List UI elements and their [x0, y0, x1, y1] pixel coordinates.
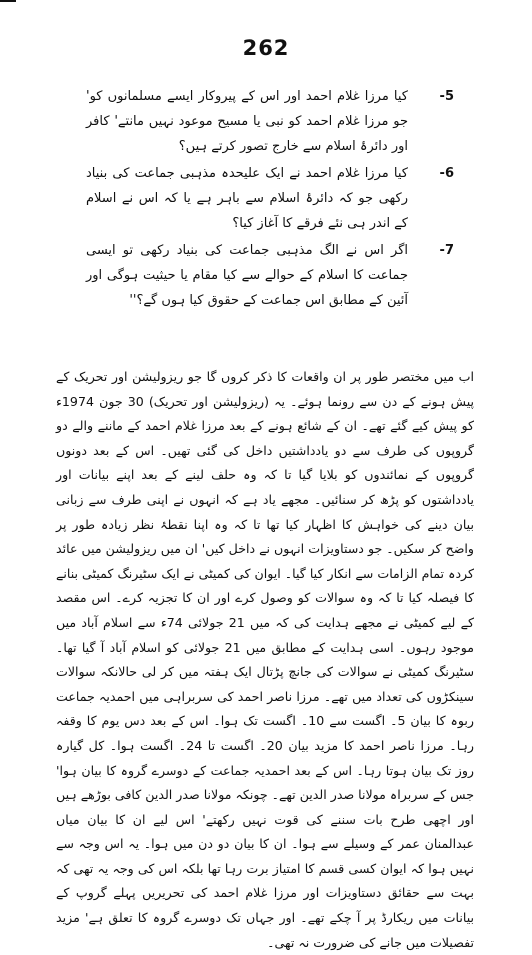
question-number: -7 [439, 243, 454, 258]
question-list [86, 84, 454, 315]
question-item [86, 161, 454, 236]
question-number: -6 [439, 166, 454, 181]
question-number: -5 [439, 89, 454, 104]
page-number: 262 [242, 36, 290, 60]
question-text: کیا مرزا غلام احمد نے ایک علیحدہ مذہبی جماعت کی بنیاد رکھی جو کہ دائرۂ اسلام سے باہر ہے یا کہ اس نے اسلام کے اندر ہی نئے فرقے کا آغاز کیا؟ [86, 166, 408, 231]
body-paragraph: اب میں مختصر طور پر ان واقعات کا ذکر کروں گا جو ریزولیشن اور تحریک کے پیش ہونے کے دن سے رونما ہوئے۔ یہ (ریزولیشن اور تحریک) 30 جون 1974ء کو پیش کیے گئے تھے۔ ان کے شائع ہونے کے بعد مرزا غلام احمد کے ماننے والے دو گروپوں کی طرف سے دو یادداشتیں داخل کی گئی تھیں۔ اس کے بعد دونوں گروپوں کے نمائندوں کو بلایا گیا تا کہ وہ حلف لینے کے بعد اپنے بیانات اور یادداشتوں کو پڑھ کر سنائیں۔ مجھے یاد ہے کہ انہوں نے اپنی طرف سے زبانی بیان دینے کی خواہش کا اظہار کیا تھا تا کہ وہ اپنا نقطۂ نظر زیادہ طور پر واضح کر سکیں۔ جو دستاویزات انہوں نے داخل کیں' ان میں ریزولیشن میں عائد کردہ تمام الزامات سے انکار کیا گیا۔ ایوان کی کمیٹی نے ایک سٹیرنگ کمیٹی بنانے کا فیصلہ کیا تا کہ وہ سوالات کو وصول کرے اور ان کا تجزیہ کرے۔ اس مقصد کے لیے کمیٹی نے مجھے ہدایت کی کہ میں 21 جولائی 74ء سے اسلام آباد میں موجود رہوں۔ اسی ہدایت کے مطابق میں 21 جولائی کو اسلام آباد آ گیا تھا۔ سٹیرنگ کمیٹی نے سوالات کی جانچ پڑتال ایک ہفتہ میں کر لی حالانکہ سوالات سینکڑوں کی تعداد میں تھے۔ مرزا ناصر احمد کی سربراہی میں احمدیہ جماعت ربوہ کا بیان 5۔ اگست سے 10۔ اگست تک ہوا۔ اس کے بعد دس یوم کا وقفہ رہا۔ مرزا ناصر احمد کا مزید بیان 20۔ اگست تا 24۔ اگست ہوا۔ کل گیارہ روز تک بیان ہوتا رہا۔ اس کے بعد احمدیہ جماعت کے دوسرے گروہ کا بیان ہوا' جس کے سربراہ مولانا صدر الدین تھے۔ چونکہ مولانا صدر الدین کافی بوڑھے ہیں اور اچھی طرح بات سننے کی قوت نہیں رکھتے' اس لیے ان کا بیان میاں عبدالمنان عمر کے وسیلے سے ہوا۔ ان کا بیان دو دن میں ہوا۔ یہ اس وجہ سے نہیں ہوا کہ ایوان کسی قسم کا امتیاز برت رہا تھا بلکہ اس کی وجہ یہ تھی کہ بہت سے حقائق دستاویزات اور مرزا غلام احمد کی تحریریں پہلے گروپ کے بیانات میں ریکارڈ پر آ چکے تھے۔ اور جہاں تک دوسرے گروہ کا تعلق ہے' مزید تفصیلات میں جانے کی ضرورت نہ تھی۔ [56, 369, 475, 950]
question-item [86, 238, 454, 313]
question-text: کیا مرزا غلام احمد اور اس کے پیروکار ایسے مسلمانوں کو' جو مرزا غلام احمد کو نبی یا مسیح موعود نہیں مانتے' کافر اور دائرۂ اسلام سے خارج تصور کرتے ہیں؟ [86, 89, 408, 154]
question-item [86, 84, 454, 159]
question-text: اگر اس نے الگ مذہبی جماعت کی بنیاد رکھی تو ایسی جماعت کا اسلام کے حوالے سے کیا مقام یا حیثیت ہوگی اور آئین کے مطابق اس جماعت کے حقوق کیا ہوں گے؟'' [86, 243, 408, 308]
corner-mark [0, 0, 16, 2]
